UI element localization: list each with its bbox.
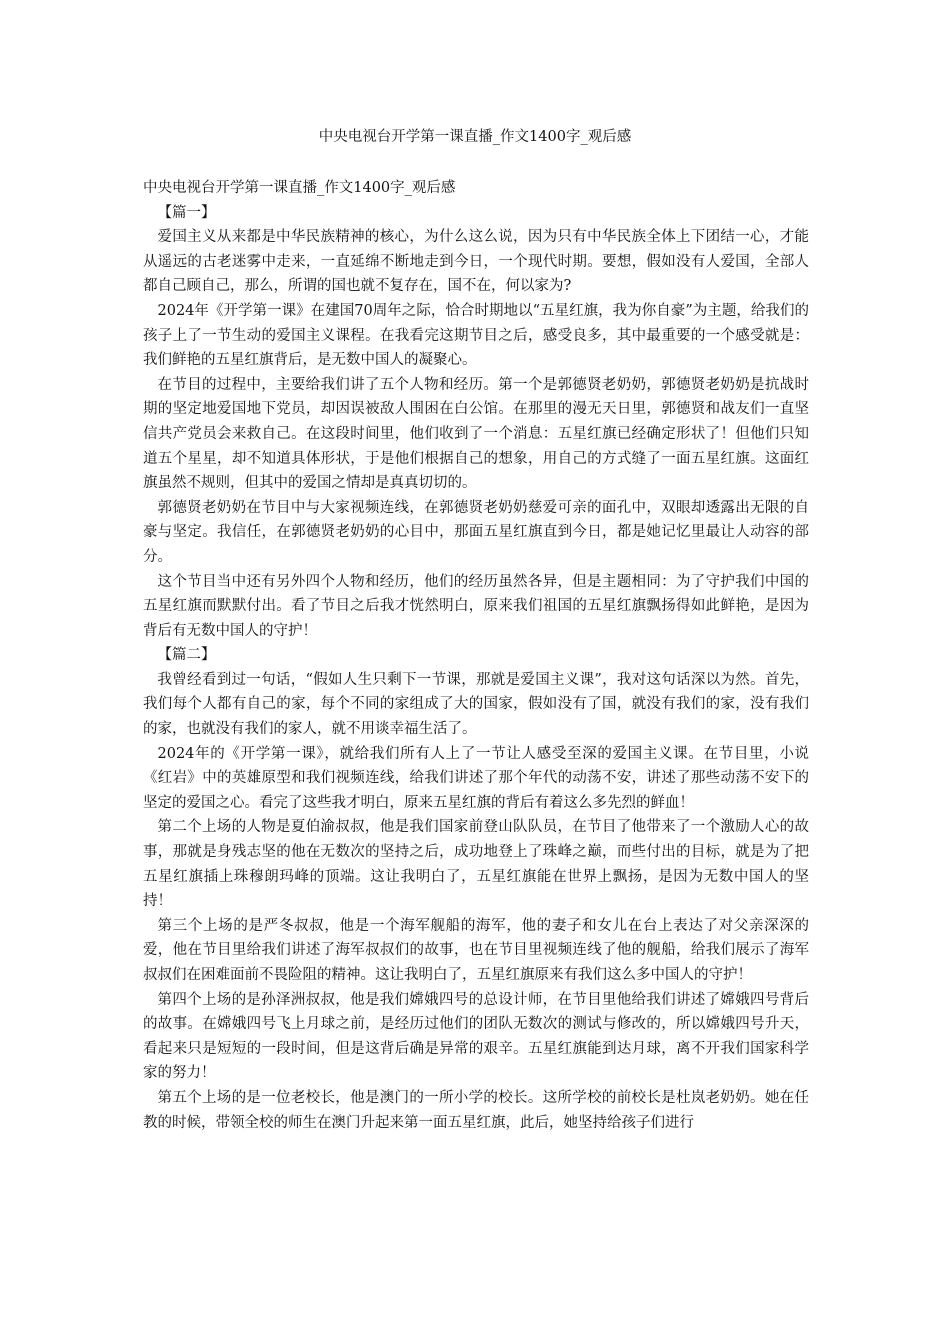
paragraph: 第四个上场的是孙泽洲叔叔，他是我们嫦娥四号的总设计师，在节目里他给我们讲述了嫦娥四号背后的故事。在嫦娥四号飞上月球之前，是经历过他们的团队无数次的测试与修改的，所以嫦娥四号升天，看起来只是短短的一段时间，但是这背后确是异常的艰辛。五星红旗能到达月球，离不开我们国家科学家的努力！	[143, 991, 809, 1082]
paragraph: 第三个上场的是严冬叔叔，他是一个海军舰船的海军，他的妻子和女儿在台上表达了对父亲深深的爱，他在节目里给我们讲述了海军叔叔们的故事，也在节目里视频连线了他的舰船，给我们展示了海军叔叔们在困难面前不畏险阻的精神。这让我明白了，五星红旗原来有我们这么多中国人的守护！	[143, 917, 809, 983]
document-body	[143, 176, 809, 1135]
paragraph: 第五个上场的是一位老校长，他是澳门的一所小学的校长。这所学校的前校长是杜岚老奶奶。她在任教的时候，带领全校的师生在澳门升起来第一面五星红旗，此后，她坚持给孩子们进行	[143, 1089, 809, 1131]
paragraph: 第二个上场的人物是夏伯渝叔叔，他是我们国家前登山队队员，在节目了他带来了一个激励人心的故事，那就是身残志坚的他在无数次的坚持之后，成功地登上了珠峰之巅，而些付出的目标，就是为了把五星红旗插上珠穆朗玛峰的顶端。这让我明白了，五星红旗能在世界上飘扬，是因为无数中国人的坚持！	[143, 819, 809, 910]
section-heading-1: 【篇一】	[157, 204, 216, 221]
document-subtitle: 中央电视台开学第一课直播_作文1400字_观后感	[143, 180, 456, 196]
document-title: 中央电视台开学第一课直播_作文1400字_观后感	[318, 129, 632, 145]
paragraph: 我曾经看到过一句话，“假如人生只剩下一节课，那就是爱国主义课”，我对这句话深以为然。首先，我们每个人都有自己的家，每个不同的家组成了大的国家，假如没有了国，就没有我们的家，没有我们的家，也就没有我们的家人，就不用谈幸福生活了。	[143, 671, 809, 738]
paragraph: 这个节目当中还有另外四个人物和经历，他们的经历虽然各异，但是主题相同：为了守护我们中国的五星红旗而默默付出。看了节目之后我才恍然明白，原来我们祖国的五星红旗飘扬得如此鲜艳，是因为背后有无数中国人的守护！	[143, 573, 809, 639]
paragraph: 2024年的《开学第一课》，就给我们所有人上了一节让人感受至深的爱国主义课。在节目里，小说《红岩》中的英雄原型和我们视频连线，给我们讲述了那个年代的动荡不安，讲述了那些动荡不安下的坚定的爱国之心。看完了这些我才明白，原来五星红旗的背后有着这么多先烈的鲜血！	[143, 745, 809, 811]
section-heading-2: 【篇二】	[157, 647, 216, 664]
paragraph: 在节目的过程中，主要给我们讲了五个人物和经历。第一个是郭德贤老奶奶，郭德贤老奶奶是抗战时期的坚定地爱国地下党员，却因误被敌人围困在白公馆。在那里的漫无天日里，郭德贤和战友们一直坚信共产党员会来救自己。在这段时间里，他们收到了一个消息：五星红旗已经确定形状了！但他们只知道五个星星，却不知道具体形状，于是他们根据自己的想象，用自己的方式缝了一面五星红旗。这面红旗虽然不规则，但其中的爱国之情却是真真切切的。	[143, 376, 809, 492]
paragraph: 爱国主义从来都是中华民族精神的核心，为什么这么说，因为只有中华民族全体上下团结一心，才能从遥远的古老迷雾中走来，一直延绵不断地走到今日，一个现代时期。要想，假如没有人爱国，全部人都自己顾自己，那么，所谓的国也就不复存在，国不在，何以家为?	[143, 229, 809, 295]
paragraph: 郭德贤老奶奶在节目中与大家视频连线，在郭德贤老奶奶慈爱可亲的面孔中，双眼却透露出无限的自豪与坚定。我信任，在郭德贤老奶奶的心目中，那面五星红旗直到今日，都是她记忆里最让人动容的部分。	[143, 499, 809, 565]
paragraph: 2024年《开学第一课》在建国70周年之际，恰合时期地以“五星红旗，我为你自豪”为主题，给我们的孩子上了一节生动的爱国主义课程。在我看完这期节目之后，感受良多，其中最重要的一个感受就是：我们鲜艳的五星红旗背后，是无数中国人的凝聚心。	[143, 302, 809, 369]
